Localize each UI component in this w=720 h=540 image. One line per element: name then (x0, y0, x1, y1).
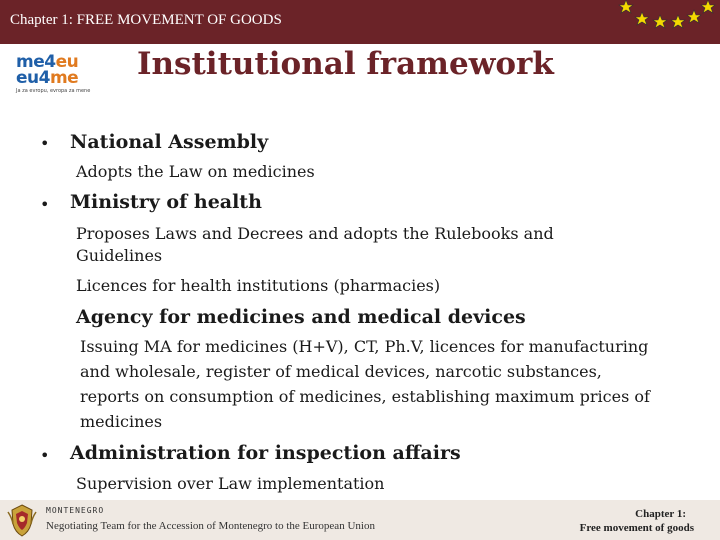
eu-stars-icon (612, 0, 720, 34)
ministry-role-1: Proposes Laws and Decrees and adopts the Rulebooks and Guidelines (76, 224, 554, 265)
header-bar (0, 0, 720, 44)
logo-tagline: Ja za evropu, evropa za mene (16, 88, 91, 94)
bullet-dot: • (40, 134, 50, 153)
bullet-national-assembly: National Assembly (70, 131, 269, 153)
footer-chapter: Chapter 1: (635, 508, 686, 520)
me4eu-logo (16, 54, 116, 98)
bullet-dot: • (40, 195, 50, 214)
page-title: Institutional framework (137, 46, 554, 82)
agency-role: Issuing MA for medicines (H+V), CT, Ph.V, licences for manufacturing and wholesale, register of medical devices, narcotic substances, reports on consumption of medicines, establishing maximum prices of medicines (80, 337, 650, 431)
footer-country: MONTENEGRO (46, 506, 105, 515)
logo-line-2: eu4me (16, 68, 79, 88)
bullet-ministry-of-health: Ministry of health (70, 191, 262, 213)
bullet-dot: • (40, 446, 50, 465)
administration-role: Supervision over Law implementation (76, 474, 385, 493)
bullet-administration-inspection: Administration for inspection affairs (70, 442, 461, 464)
agency-heading: Agency for medicines and medical devices (76, 306, 526, 328)
footer (0, 500, 720, 540)
ministry-role-2: Licences for health institutions (pharmacies) (76, 276, 441, 295)
footer-subject: Free movement of goods (579, 522, 694, 534)
footer-team: Negotiating Team for the Accession of Montenegro to the European Union (46, 520, 375, 532)
coat-of-arms-icon (4, 502, 40, 538)
national-assembly-role: Adopts the Law on medicines (76, 162, 315, 181)
logo-line-1: me4eu (16, 52, 79, 72)
chapter-title: Chapter 1: FREE MOVEMENT OF GOODS (10, 12, 282, 28)
